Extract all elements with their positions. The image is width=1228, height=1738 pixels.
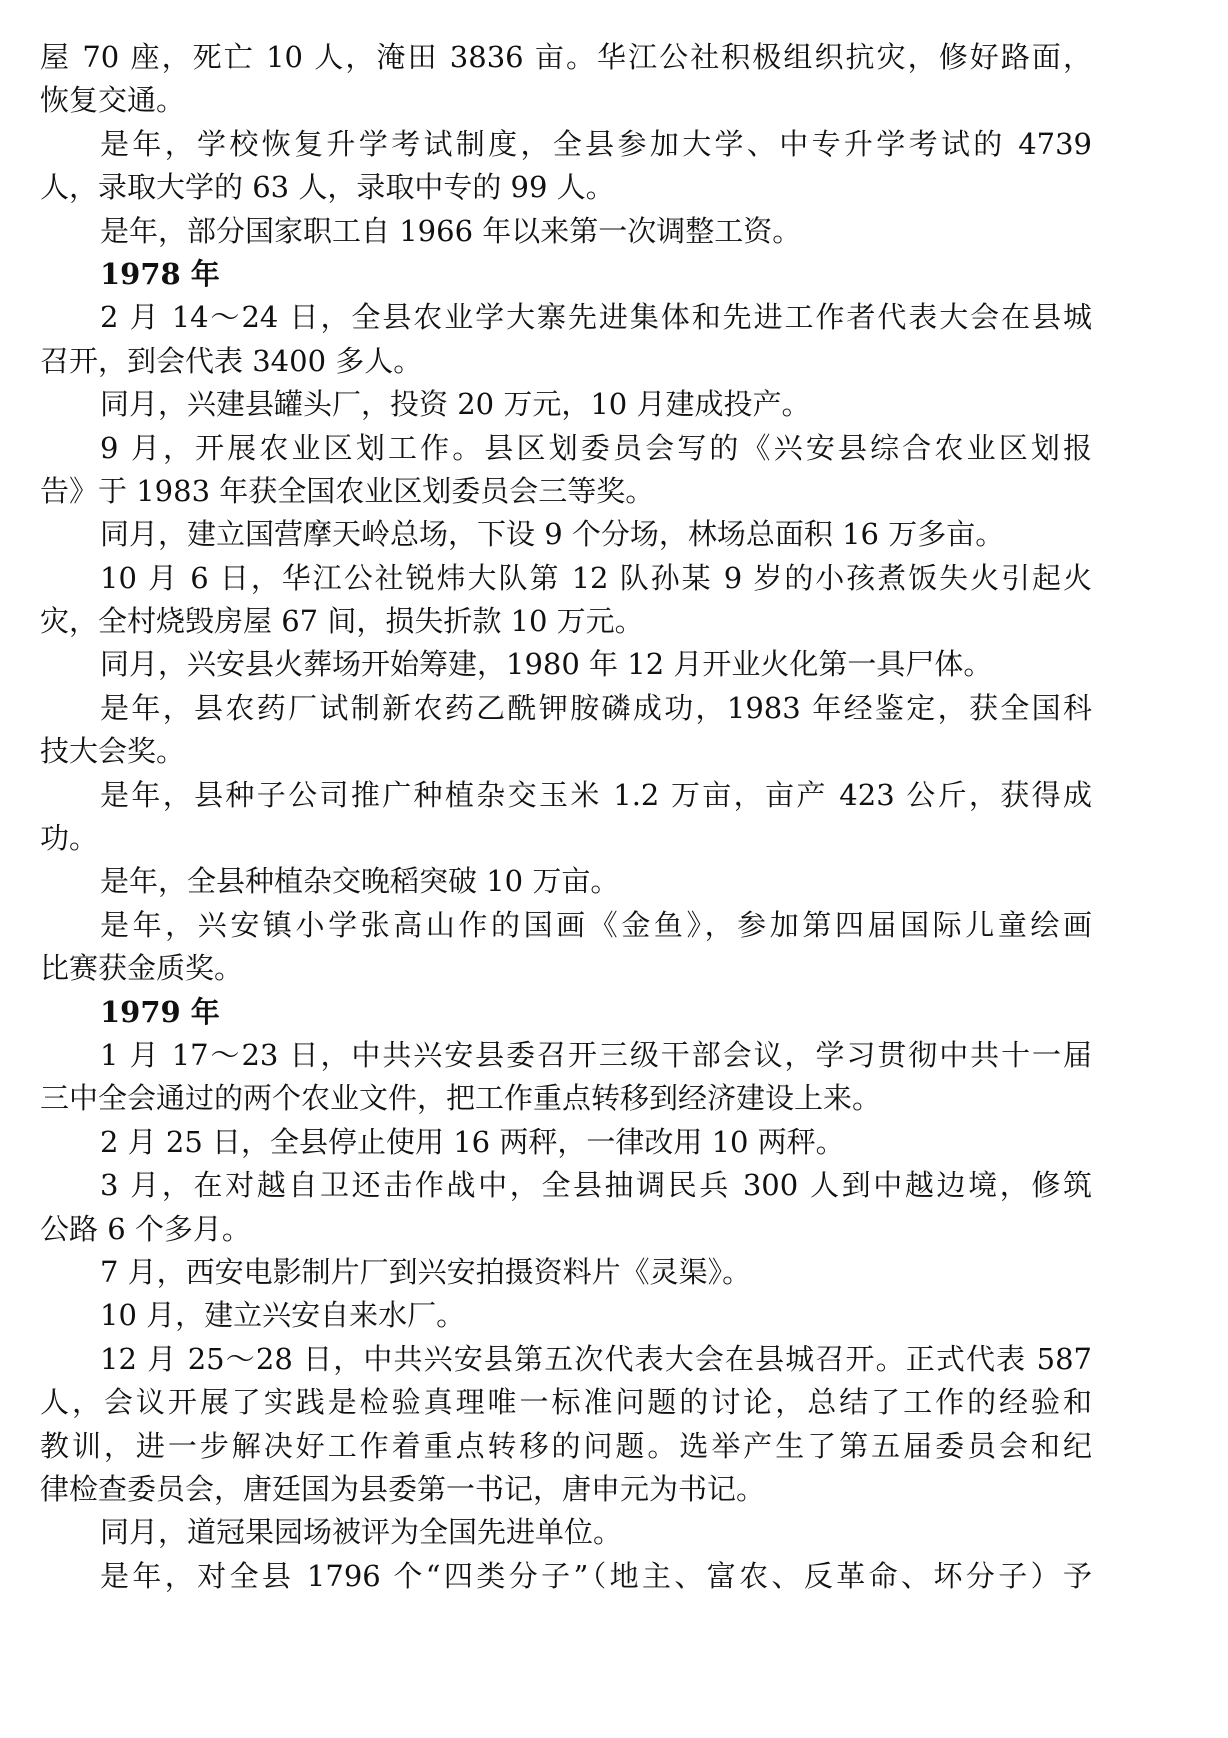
text-line: 同月，兴建县罐头厂，投资 20 万元，10 月建成投产。: [100, 387, 811, 422]
text-line: 同月，建立国营摩天岭总场，下设 9 个分场，林场总面积 16 万多亩。: [100, 517, 1005, 552]
text-line: 告》于 1983 年获全国农业区划委员会三等奖。: [40, 473, 655, 508]
text-line: 比赛获金质奖。: [40, 951, 244, 986]
text-line: 是年，兴安镇小学张高山作的国画《金鱼》，参加第四届国际儿童绘画: [100, 907, 1092, 942]
text-line: 灾，全村烧毁房屋 67 间，损失折款 10 万元。: [40, 604, 644, 639]
text-line: 三中全会通过的两个农业文件，把工作重点转移到经济建设上来。: [40, 1081, 882, 1116]
text-line: 是年，县种子公司推广种植杂交玉米 1.2 万亩，亩产 423 公斤，获得成: [100, 777, 1092, 812]
text-line: 律检查委员会，唐廷国为县委第一书记，唐申元为书记。: [40, 1471, 766, 1506]
text-line: 召开，到会代表 3400 多人。: [40, 343, 423, 378]
text-line: 12 月 25～28 日，中共兴安县第五次代表大会在县城召开。正式代表 587: [100, 1341, 1092, 1376]
text-line: 人，会议开展了实践是检验真理唯一标准问题的讨论，总结了工作的经验和: [40, 1385, 1092, 1420]
text-line: 10 月 6 日，华江公社锐炜大队第 12 队孙某 9 岁的小孩煮饭失火引起火: [100, 560, 1092, 595]
year-heading: 1979 年: [100, 994, 220, 1029]
text-line: 是年，学校恢复升学考试制度，全县参加大学、中专升学考试的 4739: [100, 126, 1092, 161]
text-line: 公路 6 个多月。: [40, 1211, 251, 1246]
text-line: 7 月，西安电影制片厂到兴安拍摄资料片《灵渠》。: [100, 1254, 752, 1289]
year-heading: 1978 年: [100, 256, 220, 291]
text-line: 2 月 14～24 日，全县农业学大寨先进集体和先进工作者代表大会在县城: [100, 300, 1092, 335]
text-line: 9 月，开展农业区划工作。县区划委员会写的《兴安县综合农业区划报: [100, 430, 1092, 465]
text-line: 恢复交通。: [40, 83, 186, 118]
text-line: 技大会奖。: [40, 734, 186, 769]
text-line: 是年，县农药厂试制新农药乙酰钾胺磷成功，1983 年经鉴定，获全国科: [100, 690, 1092, 725]
text-line: 10 月，建立兴安自来水厂。: [100, 1298, 466, 1333]
text-line: 屋 70 座，死亡 10 人，淹田 3836 亩。华江公社积极组织抗灾，修好路面，: [40, 40, 1092, 74]
text-line: 人，录取大学的 63 人，录取中专的 99 人。: [40, 170, 615, 205]
text-line: 教训，进一步解决好工作着重点转移的问题。选举产生了第五届委员会和纪: [40, 1428, 1092, 1463]
text-line: 3 月，在对越自卫还击作战中，全县抽调民兵 300 人到中越边境，修筑: [100, 1168, 1092, 1203]
text-line: 2 月 25 日，全县停止使用 16 两秤，一律改用 10 两秤。: [100, 1124, 845, 1159]
text-line: 功。: [40, 821, 99, 856]
text-line: 是年，部分国家职工自 1966 年以来第一次调整工资。: [100, 213, 802, 248]
text-line: 同月，兴安县火葬场开始筹建，1980 年 12 月开业火化第一具尸体。: [100, 647, 993, 682]
text-line: 1 月 17～23 日，中共兴安县委召开三级干部会议，学习贯彻中共十一届: [100, 1037, 1092, 1072]
document-page: [40, 36, 1092, 1598]
text-line: 同月，道冠果园场被评为全国先进单位。: [100, 1515, 623, 1550]
text-line: 是年，全县种植杂交晚稻突破 10 万亩。: [100, 864, 620, 899]
text-line: 是年，对全县 1796 个“四类分子”（地主、富农、反革命、坏分子）予: [100, 1558, 1092, 1593]
